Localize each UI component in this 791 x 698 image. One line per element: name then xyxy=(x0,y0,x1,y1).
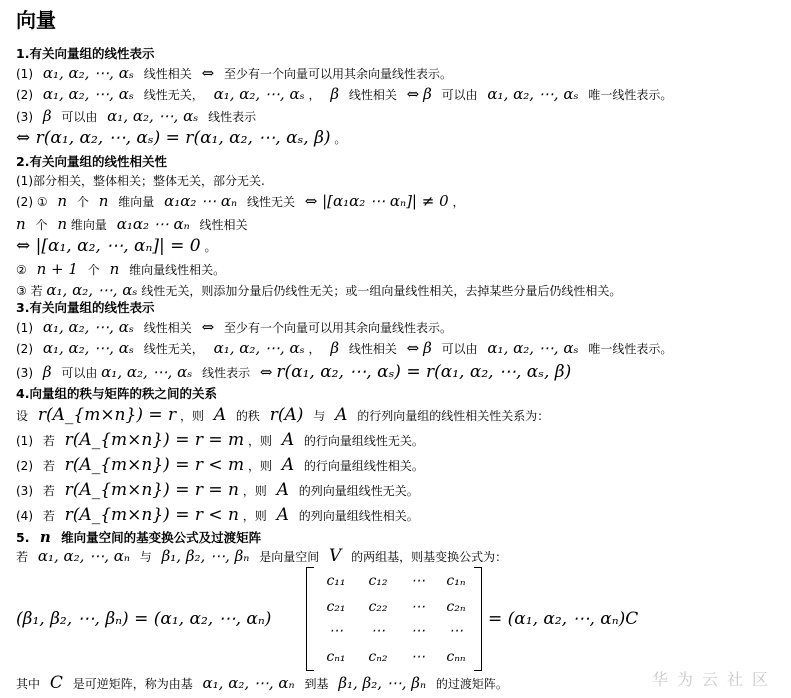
matrix-cell: cₙ₁ xyxy=(326,649,346,665)
s1-line-3: (3) β 可以由 α₁, α₂, ⋯, αₛ 线性表示 xyxy=(16,107,257,125)
s4-line-2: (2) 若 r(A_{m×n}) = r < m ，则 A 的行向量组线性相关。 xyxy=(16,455,424,475)
section-4-heading: 4.向量组的秩与矩阵的秩之间的关系 xyxy=(16,386,217,401)
matrix-left-bracket xyxy=(306,567,314,671)
s3-line-1: (1) α₁, α₂, ⋯, αₛ 线性相关 ⇔ 至少有一个向量可以用其余向量线性表示。 xyxy=(16,318,452,336)
s2-line-5: ③ 若 α₁, α₂, ⋯, αₛ 线性无关，则添加分量后仍线性无关；或一组向量线性相关，去掉某些分量后仍线性相关。 xyxy=(16,281,622,299)
matrix-cell: c₁₂ xyxy=(368,573,388,589)
s3-line-3: (3) β 可以由 α₁, α₂, ⋯, αₛ 线性表示 ⇔ r(α₁, α₂, ⋯, αₛ) = r(α₁, α₂, ⋯, αₛ, β) xyxy=(16,362,572,382)
s2-line-3: n 个 n 维向量 α₁α₂ ⋯ αₙ 线性相关 xyxy=(16,215,248,233)
matrix-cell: ⋯ xyxy=(411,623,425,639)
s1-line-1: (1) α₁, α₂, ⋯, αₛ 线性相关 ⇔ 至少有一个向量可以用其余向量线性表示。 xyxy=(16,64,452,82)
s3-line-2: (2) α₁, α₂, ⋯, αₛ 线性无关， α₁, α₂, ⋯, αₛ ， β 线性相关 ⇔ β 可以由 α₁, α₂, ⋯, αₛ 唯一线性表示。 xyxy=(16,339,673,357)
s1-line-2: (2) α₁, α₂, ⋯, αₛ 线性无关， α₁, α₂, ⋯, αₛ ， β 线性相关 ⇔ β 可以由 α₁, α₂, ⋯, αₛ 唯一线性表示。 xyxy=(16,85,673,103)
basis-formula-rhs: = (α₁, α₂, ⋯, αₙ)C xyxy=(488,609,639,629)
section-2-heading: 2.有关向量组的线性相关性 xyxy=(16,154,167,169)
s2-line-2: (2) ① n 个 n 维向量 α₁α₂ ⋯ αₙ 线性无关 ⇔ |[α₁α₂ ⋯ αₙ]| ≠ 0 ， xyxy=(16,192,465,210)
section-3-heading: 3.有关向量组的线性表示 xyxy=(16,300,155,315)
basis-formula-lhs: (β₁, β₂, ⋯, βₙ) = (α₁, α₂, ⋯, αₙ) xyxy=(16,609,272,629)
page-title: 向量 xyxy=(16,8,56,32)
transition-matrix xyxy=(306,567,482,671)
matrix-cell: ⋯ xyxy=(411,649,425,665)
matrix-cell: ⋯ xyxy=(371,623,385,639)
matrix-cell: ⋯ xyxy=(449,623,463,639)
matrix-cell: ⋯ xyxy=(411,573,425,589)
s2-det-equation: ⇔ |[α₁, α₂, ⋯, αₙ]| = 0 。 xyxy=(16,236,217,256)
matrix-cell: ⋯ xyxy=(411,599,425,615)
s4-line-0: 设 r(A_{m×n}) = r ，则 A 的秩 r(A) 与 A 的行列向量组的线性相关性关系为： xyxy=(16,405,550,425)
matrix-cell: c₂ₙ xyxy=(446,599,466,615)
matrix-cell: cₙₙ xyxy=(446,649,466,665)
matrix-cell: c₁₁ xyxy=(326,573,346,589)
section-5-heading: 5. n 维向量空间的基变换公式及过渡矩阵 xyxy=(16,528,262,546)
s2-line-1: (1)部分相关，整体相关；整体无关，部分无关. xyxy=(16,174,265,188)
matrix-cell: cₙ₂ xyxy=(368,649,388,665)
s5-line-1: 若 α₁, α₂, ⋯, αₙ 与 β₁, β₂, ⋯, βₙ 是向量空间 V 的两组基，则基变换公式为： xyxy=(16,546,508,566)
s4-line-4: (4) 若 r(A_{m×n}) = r < n ，则 A 的列向量组线性相关。 xyxy=(16,505,419,525)
s4-line-3: (3) 若 r(A_{m×n}) = r = n ，则 A 的列向量组线性无关。 xyxy=(16,480,419,500)
s2-line-4: ② n + 1 个 n 维向量线性相关。 xyxy=(16,260,226,278)
s4-line-1: (1) 若 r(A_{m×n}) = r = m ，则 A 的行向量组线性无关。 xyxy=(16,430,424,450)
section-1-heading: 1.有关向量组的线性表示 xyxy=(16,46,155,61)
matrix-cell: ⋯ xyxy=(329,623,343,639)
matrix-cell: c₂₂ xyxy=(368,599,388,615)
watermark: 华为云社区 xyxy=(651,670,777,689)
matrix-cell: c₂₁ xyxy=(326,599,346,615)
s1-rank-equation: ⇔ r(α₁, α₂, ⋯, αₛ) = r(α₁, α₂, ⋯, αₛ, β) 。 xyxy=(16,128,347,148)
matrix-cell: c₁ₙ xyxy=(446,573,466,589)
s5-line-last: 其中 C 是可逆矩阵，称为由基 α₁, α₂, ⋯, αₙ 到基 β₁, β₂, ⋯, βₙ 的过渡矩阵。 xyxy=(16,673,508,693)
